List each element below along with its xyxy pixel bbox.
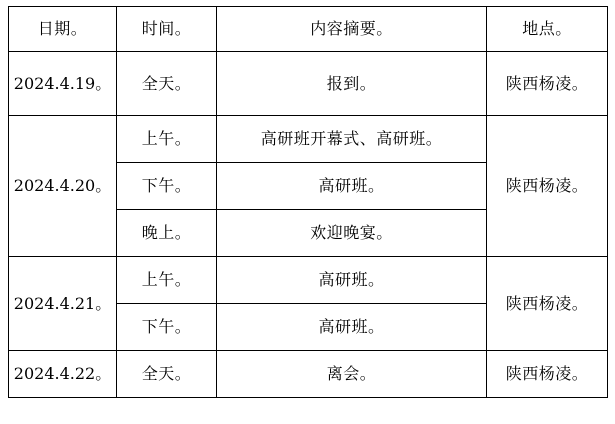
detail-label: 报到。	[326, 73, 377, 93]
cell-detail	[217, 210, 487, 257]
time-label: 晚上。	[141, 223, 192, 243]
time-label: 下午。	[141, 317, 192, 337]
table-row	[9, 257, 608, 304]
cell-date	[9, 351, 117, 398]
cell-time	[117, 163, 217, 210]
cell-place	[487, 52, 608, 116]
header-label-place: 地点。	[522, 19, 572, 39]
time-label: 上午。	[141, 129, 192, 149]
time-label: 全天。	[141, 364, 192, 384]
cell-time	[117, 304, 217, 351]
cell-date	[9, 116, 117, 257]
header-label-date: 日期。	[37, 19, 88, 39]
cell-date	[9, 257, 117, 351]
cell-place	[487, 257, 608, 351]
place-label: 陕西杨凌。	[505, 364, 589, 384]
header-cell-date	[9, 7, 117, 52]
table-row	[9, 116, 608, 163]
cell-detail	[217, 257, 487, 304]
cell-time	[117, 257, 217, 304]
cell-detail	[217, 163, 487, 210]
cell-time	[117, 116, 217, 163]
cell-detail	[217, 351, 487, 398]
cell-date	[9, 52, 117, 116]
date-label: 2024.4.22。	[13, 364, 112, 384]
time-label: 上午。	[141, 270, 192, 290]
detail-label: 欢迎晚宴。	[310, 223, 393, 243]
place-label: 陕西杨凌。	[505, 73, 589, 93]
table-row	[9, 52, 608, 116]
place-label: 陕西杨凌。	[505, 176, 589, 196]
detail-label: 高研班。	[318, 270, 385, 290]
schedule-table	[8, 6, 608, 398]
cell-detail	[217, 116, 487, 163]
detail-label: 高研班。	[318, 317, 385, 337]
cell-place	[487, 351, 608, 398]
table-header-row	[9, 7, 608, 52]
detail-label: 离会。	[326, 364, 377, 384]
cell-detail	[217, 52, 487, 116]
header-cell-place	[487, 7, 608, 52]
header-cell-time	[117, 7, 217, 52]
date-label: 2024.4.20。	[13, 176, 112, 196]
detail-label: 高研班开幕式、高研班。	[260, 129, 443, 149]
cell-time	[117, 210, 217, 257]
time-label: 全天。	[141, 73, 192, 93]
header-label-time: 时间。	[141, 19, 192, 39]
detail-label: 高研班。	[318, 176, 385, 196]
table-row	[9, 351, 608, 398]
header-cell-detail	[217, 7, 487, 52]
place-label: 陕西杨凌。	[505, 293, 589, 313]
date-label: 2024.4.19。	[13, 73, 112, 93]
time-label: 下午。	[141, 176, 192, 196]
cell-time	[117, 52, 217, 116]
cell-detail	[217, 304, 487, 351]
cell-place	[487, 116, 608, 257]
date-label: 2024.4.21。	[13, 293, 112, 313]
cell-time	[117, 351, 217, 398]
header-label-detail: 内容摘要。	[310, 19, 393, 39]
